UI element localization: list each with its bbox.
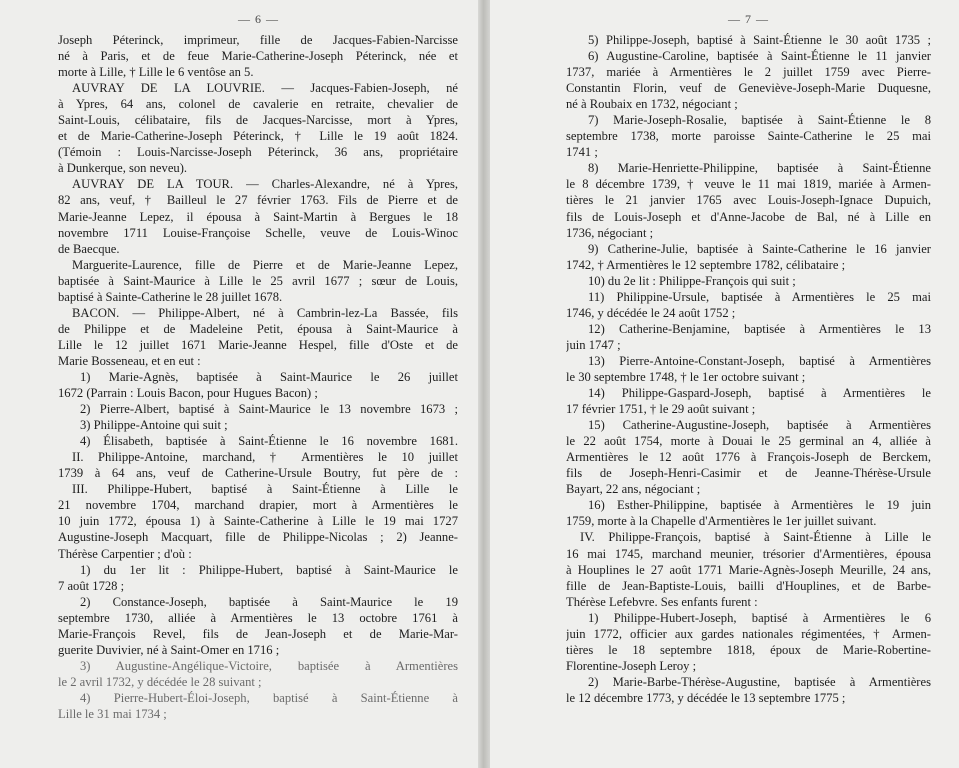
text-line: baptisée à Saint-Maurice à Lille le 25 avril 1677 ; sœur de Louis, — [58, 273, 458, 288]
text-line: 4) Pierre-Hubert-Éloi-Joseph, baptisé à Saint-Étienne à — [80, 690, 458, 705]
text-line: septembre 1730, alliée à Armentières le 13 octobre 1761 à — [58, 610, 458, 625]
left-page-text — [58, 32, 458, 722]
text-line: né à Paris, et de feue Marie-Catherine-Joseph Péterinck, née et — [58, 49, 458, 64]
text-line: fils de Louis-Joseph et d'Anne-Jacobe de Bal, né à Lille en — [566, 209, 931, 224]
text-line: Marguerite-Laurence, fille de Pierre et de Marie-Jeanne Lepez, — [72, 257, 458, 272]
text-line: 16 mai 1745, marchand meunier, trésorier d'Armentières, épousa — [566, 546, 931, 561]
text-line: 17 février 1751, † le 29 août suivant ; — [566, 402, 756, 417]
text-line: Saint-Louis, célibataire, fils de Jacques-Narcisse, mort à Ypres, — [58, 113, 458, 128]
text-line: 12) Catherine-Benjamine, baptisée à Armentières le 13 — [588, 321, 931, 336]
text-line: Thérèse Lefebvre. Ses enfants furent : — [566, 594, 758, 609]
text-line: 1) Marie-Agnès, baptisée à Saint-Maurice le 26 juillet — [80, 369, 458, 384]
text-line: fils de Joseph-Henri-Casimir et de Jeanne-Thérèse-Ursule — [566, 466, 931, 481]
text-line: 10) du 2e lit : Philippe-François qui suit ; — [588, 273, 796, 288]
right-page — [490, 0, 959, 768]
right-page-number: — 7 — — [728, 12, 769, 26]
text-line: Thérèse Carpentier ; d'où : — [58, 546, 192, 561]
text-line: à Dunkerque, son neveu). — [58, 161, 188, 176]
book-gutter — [478, 0, 490, 768]
text-line: Florentine-Joseph Leroy ; — [566, 658, 697, 673]
text-line: de Baecque. — [58, 241, 120, 256]
text-line: Lille le 12 juillet 1671 Marie-Jeanne Hespel, fille d'Oste et de — [58, 337, 458, 352]
text-line: le 30 septembre 1748, † le 1er octobre suivant ; — [566, 369, 806, 384]
text-line: le 2 avril 1732, y décédée le 28 suivant ; — [58, 674, 262, 689]
text-line: 4) Élisabeth, baptisée à Saint-Étienne le 16 novembre 1681. — [80, 434, 458, 449]
text-line: tières le 21 janvier 1765 avec Louis-Joseph-Ignace Dupuich, — [566, 193, 931, 208]
text-line: (Témoin : Louis-Narcisse-Joseph Péterinck, 36 ans, propriétaire — [58, 145, 458, 160]
text-line: 15) Catherine-Augustine-Joseph, baptisée à Armentières — [588, 418, 931, 433]
text-line: 1736, négociant ; — [566, 225, 654, 240]
text-line: BACON. — Philippe-Albert, né à Cambrin-lez-La Bassée, fils — [72, 305, 458, 320]
text-line: 14) Philippe-Gaspard-Joseph, baptisé à Armentières le — [588, 386, 931, 401]
text-line: 21 novembre 1704, marchand drapier, mort à Armentières le — [58, 498, 458, 513]
text-line: 1759, morte à la Chapelle d'Armentières le 1er juillet suivant. — [566, 514, 877, 529]
text-line: novembre 1711 Louise-Françoise Schelle, veuve de Louis-Winoc — [58, 225, 458, 240]
text-line: le 8 décembre 1739, † veuve le 11 mai 1819, mariée à Armen- — [566, 177, 931, 192]
text-line: à Houplines le 27 août 1771 Marie-Agnès-Joseph Meurille, 24 ans, — [566, 562, 931, 577]
text-line: fille de Jean-Baptiste-Louis, bailli d'Houplines, et de Barbe- — [566, 578, 931, 593]
text-line: Joseph Péterinck, imprimeur, fille de Jacques-Fabien-Narcisse — [58, 33, 458, 47]
text-line: et de Marie-Catherine-Joseph Péterinck, † Lille le 19 août 1824. — [58, 129, 458, 144]
text-line: 2) Constance-Joseph, baptisée à Saint-Maurice le 19 — [80, 594, 458, 609]
text-line: 2) Marie-Barbe-Thérèse-Augustine, baptisée à Armentières — [588, 674, 931, 689]
text-line: baptisé à Sainte-Catherine le 28 juillet 1678. — [58, 289, 283, 304]
text-line: 82 ans, veuf, † Bailleul le 27 février 1763. Fils de Pierre et de — [58, 193, 458, 208]
text-line: Marie-François Revel, fils de Jean-Joseph et de Marie-Mar- — [58, 626, 458, 641]
text-line: 9) Catherine-Julie, baptisée à Sainte-Catherine le 16 janvier — [588, 241, 931, 256]
text-line: à Ypres, 64 ans, colonel de cavalerie en retraite, chevalier de — [58, 97, 458, 112]
text-line: Bayart, 22 ans, négociant ; — [566, 482, 701, 497]
text-line: Armentières le 12 août 1776 à François-Joseph de Berckem, — [566, 450, 931, 465]
text-line: 1) Philippe-Hubert-Joseph, baptisé à Armentières le 6 — [588, 610, 931, 625]
text-line: Augustine-Joseph Macquart, fille de Philippe-Nicolas ; 2) Jeanne- — [58, 530, 458, 545]
left-page-number: — 6 — — [238, 12, 279, 26]
text-line: 1737, mariée à Armentières le 2 juillet 1759 avec Pierre- — [566, 65, 931, 80]
text-line: II. Philippe-Antoine, marchand, † Armentières le 10 juillet — [72, 450, 458, 465]
text-line: de Philippe et de Madeleine Petit, épousa à Saint-Maurice à — [58, 321, 458, 336]
text-line: 8) Marie-Henriette-Philippine, baptisée à Saint-Étienne — [588, 161, 931, 176]
text-line: 3) Philippe-Antoine qui suit ; — [80, 418, 228, 433]
text-line: AUVRAY DE LA TOUR. — Charles-Alexandre, né à Ypres, — [72, 177, 458, 192]
text-line: le 22 août 1754, morte à Douai le 25 germinal an 4, alliée à — [566, 434, 931, 449]
text-line: guerite Duvivier, né à Saint-Omer en 1716 ; — [58, 642, 280, 657]
text-line: Constantin Florin, veuf de Geneviève-Joseph-Marie Duquesne, — [566, 81, 931, 96]
text-line: IV. Philippe-François, baptisé à Saint-Étienne à Lille le — [580, 530, 931, 545]
text-line: 10 juin 1772, épousa 1) à Sainte-Catherine à Lille le 19 mai 1727 — [58, 514, 458, 529]
text-line: 1741 ; — [566, 145, 598, 160]
text-line: tières le 18 septembre 1818, époux de Marie-Robertine- — [566, 642, 931, 657]
text-line: 3) Augustine-Angélique-Victoire, baptisée à Armentières — [80, 658, 458, 673]
text-line: III. Philippe-Hubert, baptisé à Saint-Étienne à Lille le — [72, 482, 458, 497]
left-page — [0, 0, 478, 768]
right-page-text — [566, 32, 931, 706]
text-line: 1746, y décédée le 24 août 1752 ; — [566, 305, 736, 320]
text-line: Lille le 31 mai 1734 ; — [58, 706, 167, 721]
text-line: Marie Bosseneau, et en eut : — [58, 353, 201, 368]
text-line: juin 1772, officier aux gardes nationales régimentées, † Armen- — [566, 626, 931, 641]
text-line: 2) Pierre-Albert, baptisé à Saint-Maurice le 13 novembre 1673 ; — [80, 402, 458, 417]
text-line: Marie-Jeanne Lepez, il épousa à Saint-Martin à Bergues le 18 — [58, 209, 458, 224]
text-line: 7 août 1728 ; — [58, 578, 125, 593]
text-line: septembre 1738, morte paroisse Sainte-Catherine le 25 mai — [566, 129, 931, 144]
text-line: 7) Marie-Joseph-Rosalie, baptisée à Saint-Étienne le 8 — [588, 113, 931, 128]
text-line: juin 1747 ; — [566, 337, 621, 352]
text-line: AUVRAY DE LA LOUVRIE. — Jacques-Fabien-Joseph, né — [72, 81, 458, 96]
text-line: 16) Esther-Philippine, baptisée à Armentières le 19 juin — [588, 498, 931, 513]
text-line: 13) Pierre-Antoine-Constant-Joseph, baptisé à Armentières — [588, 353, 931, 368]
text-line: morte à Lille, † Lille le 6 ventôse an 5. — [58, 65, 254, 80]
text-line: 1672 (Parrain : Louis Bacon, pour Hugues Bacon) ; — [58, 386, 318, 401]
text-line: 1742, † Armentières le 12 septembre 1782, célibataire ; — [566, 257, 846, 272]
text-line: le 12 décembre 1773, y décédée le 13 septembre 1775 ; — [566, 690, 846, 705]
text-line: 6) Augustine-Caroline, baptisée à Saint-Étienne le 11 janvier — [588, 49, 931, 64]
text-line: 1739 à 64 ans, veuf de Catherine-Ursule Boutry, fut père de : — [58, 466, 458, 481]
text-line: 5) Philippe-Joseph, baptisé à Saint-Étienne le 30 août 1735 ; — [588, 33, 931, 47]
text-line: 11) Philippine-Ursule, baptisée à Armentières le 25 mai — [588, 289, 931, 304]
text-line: né à Roubaix en 1732, négociant ; — [566, 97, 738, 112]
text-line: 1) du 1er lit : Philippe-Hubert, baptisé à Saint-Maurice le — [80, 562, 458, 577]
